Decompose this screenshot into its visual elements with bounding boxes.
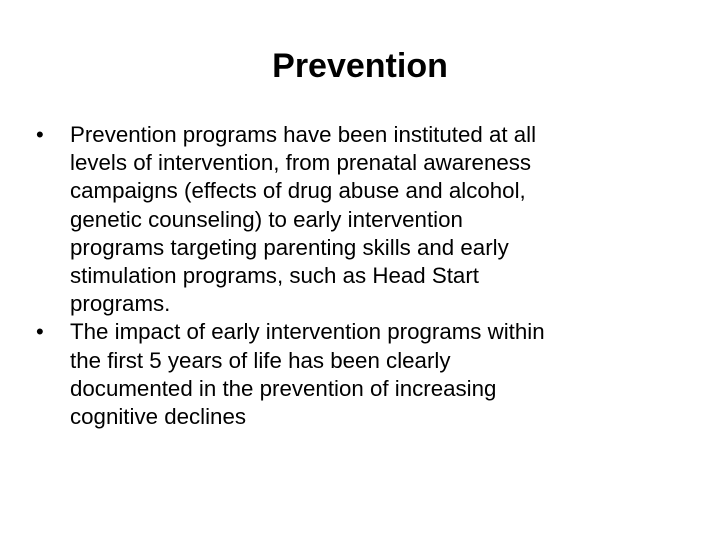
slide-title: Prevention: [272, 47, 448, 85]
bullet-text-line: The impact of early intervention programs within: [70, 319, 545, 345]
bullet-item-prevention-programs: [36, 121, 686, 318]
bullet-icon: •: [36, 122, 44, 147]
bullet-text-line: programs.: [70, 291, 171, 317]
bullet-text-line: campaigns (effects of drug abuse and alcohol,: [70, 178, 526, 204]
bullet-text-line: stimulation programs, such as Head Start: [70, 263, 479, 289]
bullet-text-line: the first 5 years of life has been clearly: [70, 347, 451, 373]
bullet-text-line: levels of intervention, from prenatal awareness: [70, 150, 532, 176]
bullet-text-line: Prevention programs have been instituted at all: [70, 122, 537, 147]
bullet-item-early-intervention-impact: [36, 318, 686, 431]
bullet-text-line: genetic counseling) to early intervention: [70, 206, 463, 232]
bullet-text-line: cognitive declines: [70, 404, 247, 430]
bullet-icon: •: [36, 319, 44, 345]
bullet-text-line: programs targeting parenting skills and early: [70, 234, 509, 260]
bullet-list: [36, 121, 686, 431]
bullet-text-line: documented in the prevention of increasing: [70, 375, 497, 401]
